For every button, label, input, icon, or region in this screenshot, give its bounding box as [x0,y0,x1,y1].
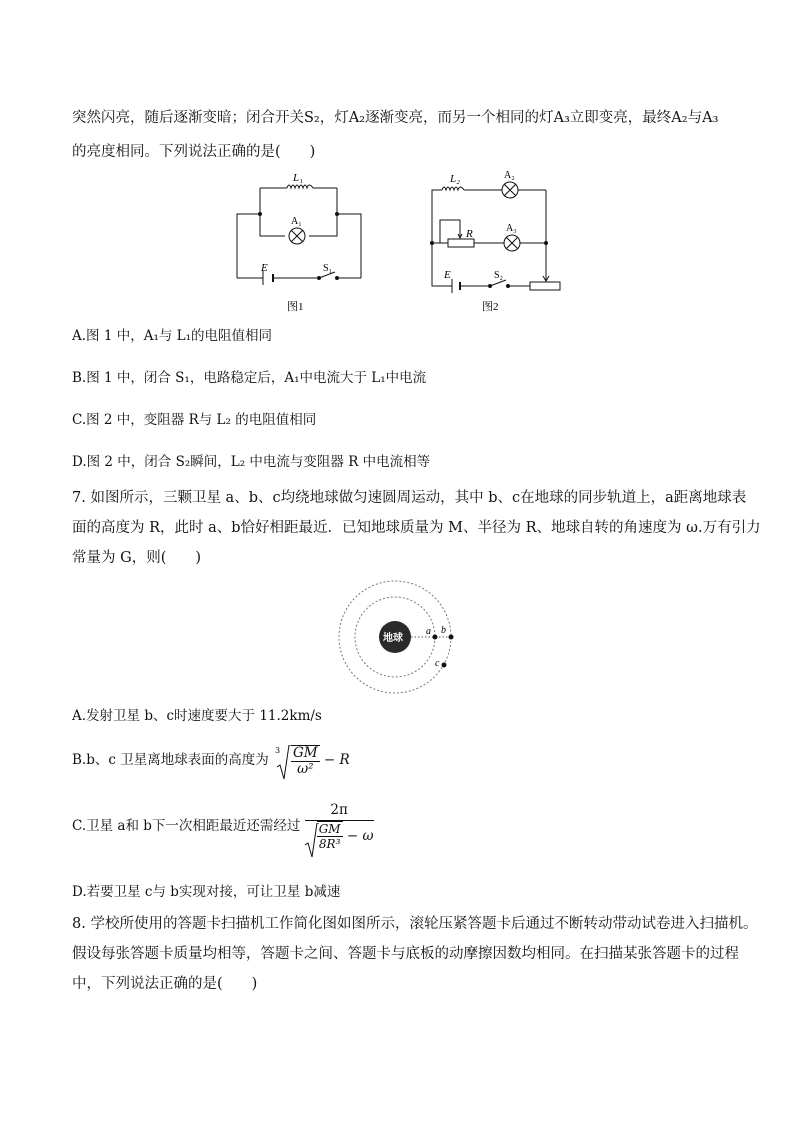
q7-option-d: D.若要卫星 c与 b实现对接，可让卫星 b减速 [72,884,341,900]
inner-numerator: GM [318,822,341,836]
q8-stem-line2: 假设每张答题卡质量均相等，答题卡之间、答题卡与底板的动摩擦因数均相同。在扫描某张答题卡的过程 [72,946,739,962]
period-fraction [305,800,374,851]
circuit-figure-2 [420,168,570,318]
label-E2: E [444,269,451,281]
label-A2: A₂ [504,170,515,181]
inner-denominator: 8R³ [318,837,341,851]
q6-option-a: A.图 1 中，A₁与 L₁的电阻值相同 [72,328,273,344]
period-numerator: 2π [305,800,374,821]
q7-option-c-prefix: C.卫星 a和 b下一次相距最近还需经过 [72,817,301,834]
satellite-a [433,635,438,640]
satellite-c [442,663,447,668]
label-S2: S₂ [494,270,504,281]
q7-option-b-prefix: B.b、c 卫星离地球表面的高度为 [72,752,269,768]
q7-option-c [72,800,374,864]
root-index: 3 [275,745,281,755]
label-E1: E [261,262,268,274]
frac-denominator: ω² [297,761,314,777]
circuit-figure-1 [225,168,375,318]
q7-option-b-suffix: − R [323,752,350,768]
label-L1: L₁ [293,172,303,184]
q8-stem-line3: 中，下列说法正确的是( ) [72,976,258,992]
earth-label: 地球 [383,633,403,644]
label-a: a [426,626,431,637]
minus-omega: − ω [346,828,374,844]
q6-option-d: D.图 2 中，闭合 S₂瞬间，L₂ 中电流与变阻器 R 中电流相等 [72,454,431,470]
label-R: R [466,228,473,240]
period-denominator [305,821,374,851]
label-L2: L₂ [450,173,460,185]
q7-stem-line1: 7. 如图所示，三颗卫星 a、b、c均绕地球做匀速圆周运动，其中 b、c在地球的同步轨道上，a距离地球表 [72,490,747,506]
q6-stem-line1: 突然闪亮，随后逐渐变暗；闭合开关S₂，灯A₂逐渐变亮，而另一个相同的灯A₃立即变亮，最终A₂与A₃ [72,110,719,126]
q7-stem-line3: 常量为 G，则( ) [72,550,202,566]
label-S1: S₁ [323,263,333,274]
q6-option-b: B.图 1 中，闭合 S₁，电路稳定后，A₁中电流大于 L₁中电流 [72,370,427,386]
label-c: c [435,658,440,669]
cube-root [273,741,320,781]
label-b: b [441,625,446,636]
q7-option-b [72,740,350,784]
frac-numerator: GM [293,745,318,761]
q8-stem-line1: 8. 学校所使用的答题卡扫描机工作简化图如图所示，滚轮压紧答题卡后通过不断转动带动试卷进入扫描机。 [72,916,758,932]
satellite-b [449,635,454,640]
label-A3: A₃ [506,223,517,234]
q6-option-c: C.图 2 中，变阻器 R与 L₂ 的电阻值相同 [72,412,317,428]
label-A1: A₁ [291,216,302,227]
q6-stem-line2: 的亮度相同。下列说法正确的是( ) [72,144,316,160]
orbit-figure [335,580,465,700]
q7-stem-line2: 面的高度为 R，此时 a、b恰好相距最近．已知地球质量为 M、半径为 R、地球自转的角速度为 ω.万有引力 [72,520,761,536]
fig2-caption: 图2 [482,301,499,313]
q7-option-a: A.发射卫星 b、c时速度要大于 11.2km/s [72,708,322,724]
fig1-caption: 图1 [287,301,304,313]
